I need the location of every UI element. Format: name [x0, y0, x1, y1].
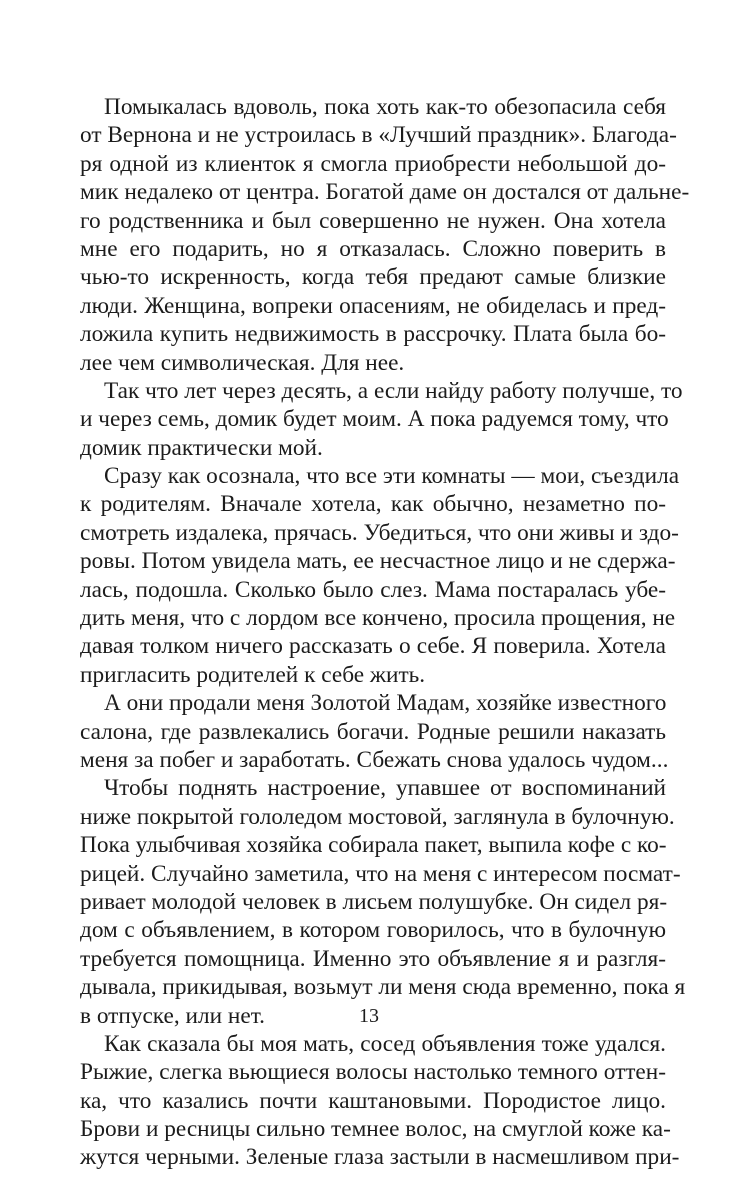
- text-line: Пока улыбчивая хозяйка собирала пакет, выпила кофе с ко-: [80, 832, 667, 859]
- text-line: и через семь, домик будет моим. А пока радуемся тому, что: [80, 406, 669, 433]
- text-line: ка, что казались почти каштановыми. Породистое лицо.: [80, 1087, 666, 1114]
- text-line: смотреть издалека, прячась. Убедиться, что они живы и здо-: [80, 519, 679, 546]
- paragraph-3: [80, 462, 680, 689]
- text-line: го родственника и был совершенно не нужен. Она хотела: [80, 207, 666, 234]
- text-line: ровы. Потом увидела мать, ее несчастное лицо и не сдержа-: [80, 548, 676, 575]
- paragraph-2: [80, 377, 683, 462]
- text-line: требуется помощница. Именно это объявление я и разгля-: [80, 945, 666, 972]
- text-line: лась, подошла. Сколько было слез. Мама постаралась убе-: [80, 576, 666, 603]
- text-line: дом с объявлением, в котором говорилось, что в булочную: [80, 917, 666, 944]
- text-line: Брови и ресницы сильно темнее волос, на смуглой коже ка-: [80, 1116, 671, 1143]
- paragraph-6: [80, 1030, 680, 1172]
- text-line: ложила купить недвижимость в рассрочку. Плата была бо-: [80, 321, 666, 348]
- text-line: лее чем символическая. Для нее.: [80, 349, 405, 376]
- text-line: Так что лет через десять, а если найду работу получше, то: [104, 377, 683, 404]
- text-line: от Вернона и не устроилась в «Лучший праздник». Благода-: [80, 122, 677, 149]
- text-line: А они продали меня Золотой Мадам, хозяйке известного: [104, 690, 667, 717]
- text-line: домик практически мой.: [80, 434, 323, 461]
- paragraph-5: [80, 774, 686, 1030]
- text-line: Чтобы поднять настроение, упавшее от воспоминаний: [104, 775, 666, 802]
- text-line: дывала, прикидывая, возьмут ли меня сюда временно, пока я: [80, 974, 686, 1001]
- text-line: в отпуске, или нет.: [80, 1002, 265, 1029]
- paragraph-1: [80, 93, 690, 377]
- text-line: к родителям. Вначале хотела, как обычно, незаметно по-: [80, 491, 666, 518]
- text-line: мик недалеко от центра. Богатой даме он достался от дальне-: [80, 179, 690, 206]
- text-line: ривает молодой человек в лисьем полушубке. Он сидел ря-: [80, 888, 668, 915]
- paragraph-4: [80, 689, 669, 774]
- text-line: Рыжие, слегка вьющиеся волосы настолько темного оттен-: [80, 1059, 666, 1086]
- text-line: жутся черными. Зеленые глаза застыли в насмешливом при-: [80, 1144, 680, 1171]
- text-line: давая толком ничего рассказать о себе. Я поверила. Хотела: [80, 633, 666, 660]
- text-line: ниже покрытой гололедом мостовой, заглянула в булочную.: [80, 803, 675, 830]
- text-line: чью-то искренность, когда тебя предают самые близкие: [80, 264, 666, 291]
- text-line: меня за побег и заработать. Сбежать снова удалось чудом...: [80, 746, 669, 773]
- text-line: рицей. Случайно заметила, что на меня с интересом посмат-: [80, 860, 681, 887]
- text-line: ря одной из клиенток я смогла приобрести небольшой до-: [80, 150, 666, 177]
- page-number: 13: [359, 1005, 379, 1027]
- text-line: мне его подарить, но я отказалась. Сложно поверить в: [80, 235, 666, 262]
- text-line: салона, где развлекались богачи. Родные решили наказать: [80, 718, 666, 745]
- text-line: Помыкалась вдоволь, пока хоть как-то обезопасила себя: [104, 94, 666, 120]
- text-line: пригласить родителей к себе жить.: [80, 661, 426, 688]
- text-line: Как сказала бы моя мать, сосед объявления тоже удался.: [104, 1030, 666, 1057]
- text-line: дить меня, что с лордом все кончено, просила прощения, не: [80, 605, 676, 632]
- text-line: Сразу как осознала, что все эти комнаты — мои, съездила: [104, 463, 680, 490]
- text-line: люди. Женщина, вопреки опасениям, не обиделась и пред-: [80, 292, 666, 319]
